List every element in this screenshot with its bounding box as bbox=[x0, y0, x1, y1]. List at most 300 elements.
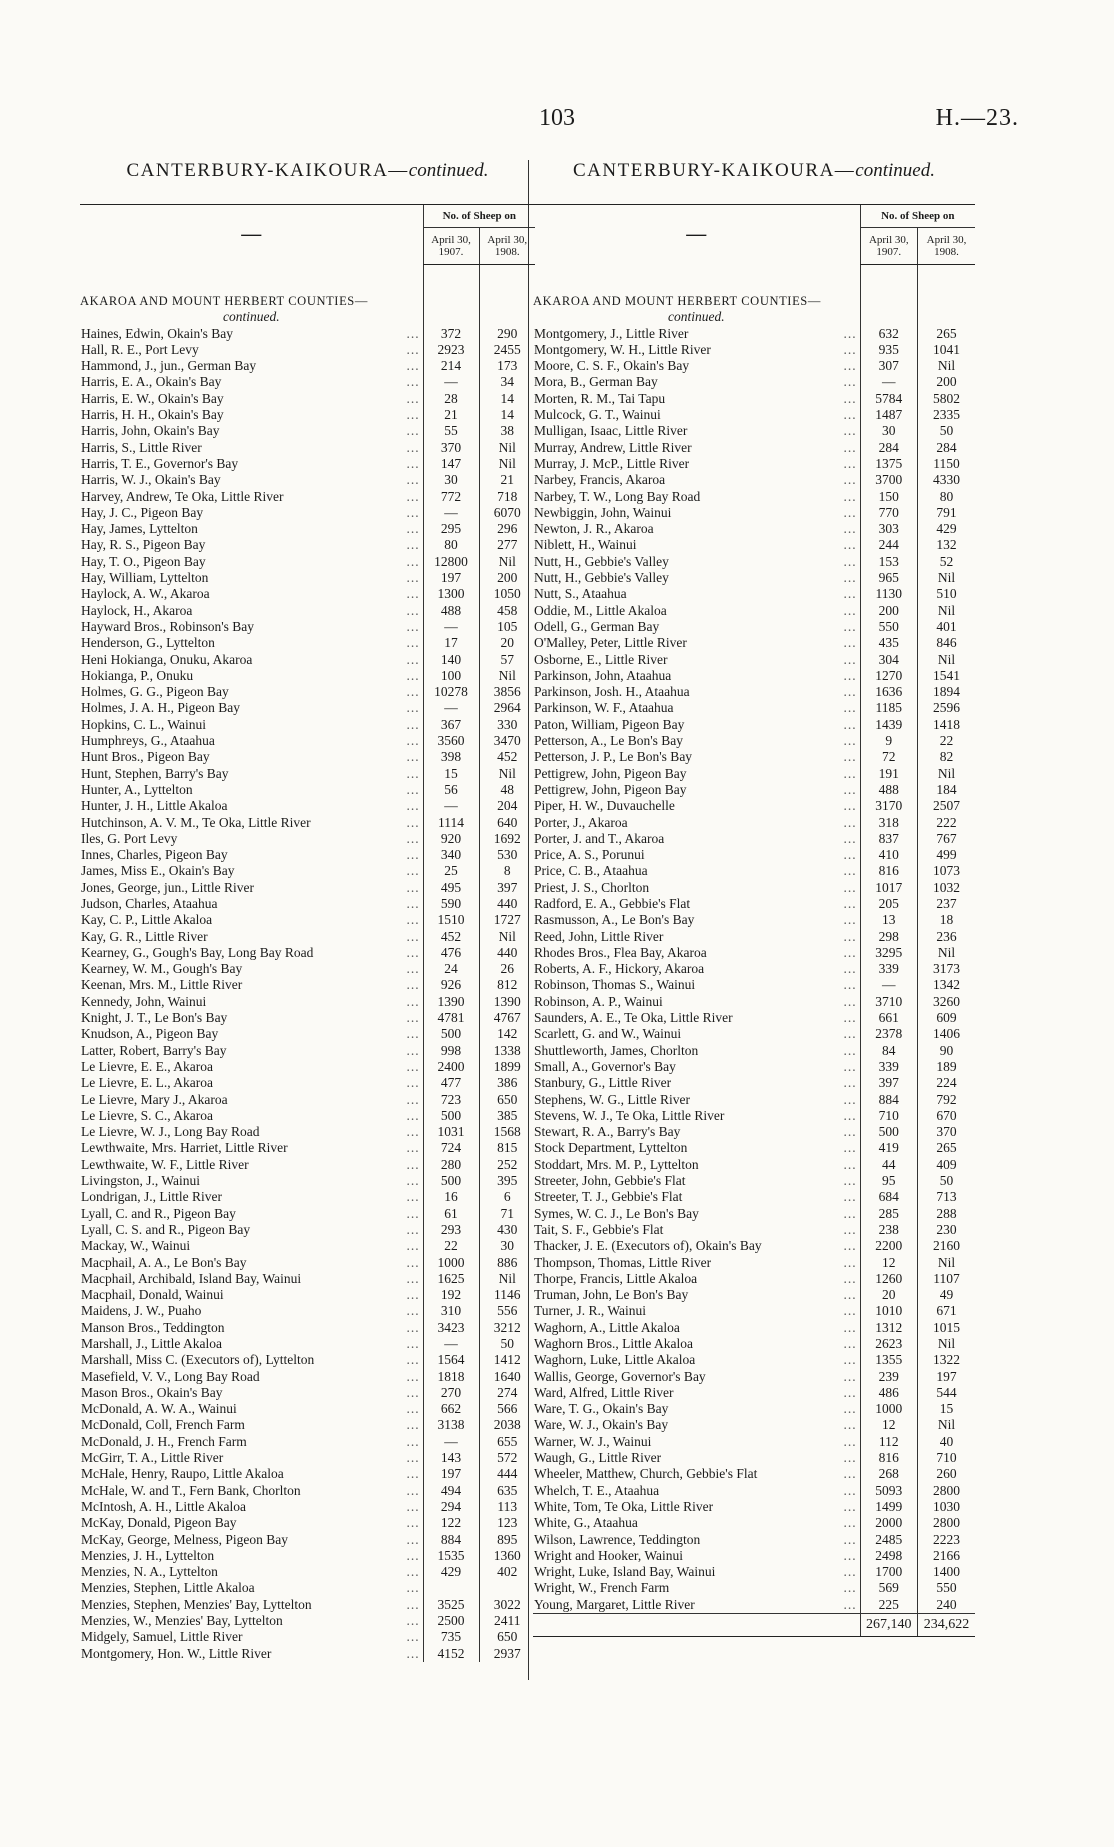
sheep-1908: 1412 bbox=[479, 1352, 535, 1368]
table-row bbox=[533, 1369, 975, 1385]
leader-dots: ... bbox=[843, 1173, 857, 1189]
holder-name: Paton, William, Pigeon Bay bbox=[534, 716, 685, 732]
table-row bbox=[533, 1499, 975, 1515]
leader-dots: ... bbox=[843, 1547, 857, 1563]
sheep-1907: 486 bbox=[860, 1385, 917, 1401]
table-row bbox=[80, 1580, 535, 1596]
leader-dots: ... bbox=[843, 553, 857, 569]
sheep-1907: 225 bbox=[860, 1597, 917, 1614]
sheep-1907: 494 bbox=[423, 1483, 479, 1499]
leader-dots: ... bbox=[406, 1466, 420, 1482]
sheep-1908: 640 bbox=[479, 815, 535, 831]
sheep-1907: — bbox=[423, 798, 479, 814]
holder-name: Parkinson, W. F., Ataahua bbox=[534, 700, 674, 716]
table-row bbox=[533, 358, 975, 374]
name-column-header: — bbox=[80, 205, 423, 265]
holder-name: Wright and Hooker, Wainui bbox=[534, 1547, 684, 1563]
holder-name: Narbey, Francis, Akaroa bbox=[534, 472, 666, 488]
leader-dots: ... bbox=[843, 1075, 857, 1091]
holder-name: Holmes, J. A. H., Pigeon Bay bbox=[81, 700, 241, 716]
leader-dots: ... bbox=[406, 1596, 420, 1612]
leader-dots: ... bbox=[843, 521, 857, 537]
sheep-1908: 1568 bbox=[479, 1124, 535, 1140]
leader-dots: ... bbox=[843, 1336, 857, 1351]
holder-name: Mulcock, G. T., Wainui bbox=[534, 407, 661, 423]
holder-name: Knight, J. T., Le Bon's Bay bbox=[81, 1010, 228, 1026]
sheep-1907: 1185 bbox=[860, 700, 917, 716]
table-row bbox=[533, 1026, 975, 1042]
sheep-1907: 550 bbox=[860, 619, 917, 635]
sheep-1907: 723 bbox=[423, 1092, 479, 1108]
sheep-1908: 886 bbox=[479, 1255, 535, 1271]
sheep-1907: 2623 bbox=[860, 1336, 917, 1352]
table-row bbox=[80, 1075, 535, 1091]
sheep-1908: 30 bbox=[479, 1238, 535, 1254]
holder-name: McHale, W. and T., Fern Bank, Chorlton bbox=[81, 1482, 301, 1498]
holder-name: Harvey, Andrew, Te Oka, Little River bbox=[81, 488, 284, 504]
holder-name: Lewthwaite, Mrs. Harriet, Little River bbox=[81, 1140, 288, 1156]
holder-name: Hay, J. C., Pigeon Bay bbox=[81, 504, 204, 520]
table-row bbox=[80, 782, 535, 798]
holder-name: Thorpe, Francis, Little Akaloa bbox=[534, 1270, 698, 1286]
sheep-1908: 444 bbox=[479, 1466, 535, 1482]
leader-dots: ... bbox=[406, 537, 420, 553]
sheep-1908: 452 bbox=[479, 749, 535, 765]
holder-name: Porter, J., Akaroa bbox=[534, 814, 628, 830]
sheep-1907: 435 bbox=[860, 635, 917, 651]
sheep-1907: 112 bbox=[860, 1434, 917, 1450]
table-row bbox=[533, 994, 975, 1010]
table-row bbox=[533, 570, 975, 586]
leader-dots: ... bbox=[843, 1515, 857, 1531]
leader-dots: ... bbox=[843, 1368, 857, 1384]
holder-name: Ward, Alfred, Little River bbox=[534, 1384, 674, 1400]
table-row bbox=[533, 1010, 975, 1026]
sheep-1908: Nil bbox=[479, 456, 535, 472]
holder-name: Mason Bros., Okain's Bay bbox=[81, 1384, 223, 1400]
sheep-1907: 304 bbox=[860, 652, 917, 668]
sheep-1907: 367 bbox=[423, 717, 479, 733]
holder-name: Le Lievre, E. E., Akaroa bbox=[81, 1058, 213, 1074]
sheep-1908: 386 bbox=[479, 1075, 535, 1091]
holder-name: Iles, G. Port Levy bbox=[81, 830, 178, 846]
leader-dots: ... bbox=[406, 1091, 420, 1107]
leader-dots: ... bbox=[843, 1140, 857, 1156]
holder-name: Macphail, Archibald, Island Bay, Wainui bbox=[81, 1270, 302, 1286]
table-row bbox=[80, 1483, 535, 1499]
sheep-1907: 1439 bbox=[860, 717, 917, 733]
leader-dots: ... bbox=[843, 602, 857, 618]
sheep-1908: 48 bbox=[479, 782, 535, 798]
sheep-1908: 230 bbox=[918, 1222, 975, 1238]
holder-name: Stewart, R. A., Barry's Bay bbox=[534, 1124, 681, 1140]
leader-dots: ... bbox=[843, 1531, 857, 1547]
sheep-1908: 2411 bbox=[479, 1613, 535, 1629]
sheep-1907: 710 bbox=[860, 1108, 917, 1124]
sheep-1908: 224 bbox=[918, 1075, 975, 1091]
leader-dots: ... bbox=[843, 765, 857, 781]
table-row bbox=[533, 733, 975, 749]
table-body bbox=[533, 265, 975, 1614]
sheep-1908: 1146 bbox=[479, 1287, 535, 1303]
sheep-1907: 30 bbox=[423, 472, 479, 488]
sheep-1907: 1625 bbox=[423, 1271, 479, 1287]
sheep-1908: 6070 bbox=[479, 505, 535, 521]
table-row bbox=[80, 1092, 535, 1108]
holder-name: Murray, Andrew, Little River bbox=[534, 439, 692, 455]
sheep-1908: 1342 bbox=[918, 977, 975, 993]
sheep-1907: 318 bbox=[860, 815, 917, 831]
sheep-1908: 34 bbox=[479, 374, 535, 390]
sheep-1908: 6 bbox=[479, 1189, 535, 1205]
holder-name: Stephens, W. G., Little River bbox=[534, 1091, 690, 1107]
holder-name: Hay, William, Lyttelton bbox=[81, 570, 209, 586]
sheep-1907: 1031 bbox=[423, 1124, 479, 1140]
leader-dots: ... bbox=[406, 912, 420, 928]
leader-dots: ... bbox=[406, 765, 420, 781]
holder-name: Judson, Charles, Ataahua bbox=[81, 895, 218, 911]
sheep-1908: 791 bbox=[918, 505, 975, 521]
sheep-1908: 2596 bbox=[918, 700, 975, 716]
leader-dots: ... bbox=[406, 749, 420, 765]
sheep-1908: 1338 bbox=[479, 1043, 535, 1059]
leader-dots: ... bbox=[843, 472, 857, 488]
holder-name: Tait, S. F., Gebbie's Flat bbox=[534, 1221, 664, 1237]
sheep-1908: 2455 bbox=[479, 342, 535, 358]
holder-name: Waghorn Bros., Little Akaloa bbox=[534, 1336, 694, 1351]
table-row bbox=[80, 1548, 535, 1564]
holder-name: Newton, J. R., Akaroa bbox=[534, 521, 654, 537]
leader-dots: ... bbox=[406, 570, 420, 586]
sheep-1907: — bbox=[423, 619, 479, 635]
sheep-1908: 499 bbox=[918, 847, 975, 863]
leader-dots: ... bbox=[843, 586, 857, 602]
sheep-1908: 290 bbox=[479, 326, 535, 342]
sheep-1907: 2923 bbox=[423, 342, 479, 358]
sheep-1908: 38 bbox=[479, 423, 535, 439]
leader-dots: ... bbox=[406, 667, 420, 683]
table-row bbox=[80, 1564, 535, 1580]
leader-dots: ... bbox=[843, 733, 857, 749]
holder-name: Stoddart, Mrs. M. P., Lyttelton bbox=[534, 1156, 699, 1172]
sheep-1907: 429 bbox=[423, 1564, 479, 1580]
leader-dots: ... bbox=[406, 993, 420, 1009]
holder-name: Montgomery, J., Little River bbox=[534, 325, 689, 341]
holder-name: White, G., Ataahua bbox=[534, 1515, 638, 1531]
holder-name: Niblett, H., Wainui bbox=[534, 537, 637, 553]
sheep-1908: 3173 bbox=[918, 961, 975, 977]
sheep-1907: 122 bbox=[423, 1515, 479, 1531]
table-row bbox=[533, 1336, 975, 1352]
sheep-1908: Nil bbox=[479, 766, 535, 782]
holder-name: Haylock, A. W., Akaroa bbox=[81, 586, 210, 602]
table-row bbox=[80, 815, 535, 831]
year-1907-header: April 30, 1907. bbox=[423, 228, 479, 265]
table-row bbox=[533, 798, 975, 814]
holder-name: Ware, T. G., Okain's Bay bbox=[534, 1401, 669, 1417]
leader-dots: ... bbox=[406, 1368, 420, 1384]
sheep-1907: 5093 bbox=[860, 1483, 917, 1499]
holder-name: Robinson, Thomas S., Wainui bbox=[534, 977, 696, 993]
sheep-1907: 2000 bbox=[860, 1515, 917, 1531]
sheep-1907: 20 bbox=[860, 1287, 917, 1303]
table-row bbox=[80, 1515, 535, 1531]
sheep-1908: 20 bbox=[479, 635, 535, 651]
sheep-1907: 735 bbox=[423, 1629, 479, 1645]
leader-dots: ... bbox=[406, 341, 420, 357]
sheep-1908: 401 bbox=[918, 619, 975, 635]
sheep-1908: Nil bbox=[918, 1417, 975, 1433]
sheep-1907: 21 bbox=[423, 407, 479, 423]
sheep-1908: Nil bbox=[918, 945, 975, 961]
holder-name: Mulligan, Isaac, Little River bbox=[534, 423, 688, 439]
sheep-1907: 500 bbox=[423, 1026, 479, 1042]
leader-dots: ... bbox=[843, 423, 857, 439]
sheep-count-header: No. of Sheep on bbox=[423, 205, 535, 228]
sheep-1907: 476 bbox=[423, 945, 479, 961]
holder-name: Nutt, H., Gebbie's Valley bbox=[534, 553, 669, 569]
sheep-1907: 197 bbox=[423, 570, 479, 586]
sheep-1908: 2800 bbox=[918, 1483, 975, 1499]
sheep-1908: 2800 bbox=[918, 1515, 975, 1531]
sheep-1908: 2507 bbox=[918, 798, 975, 814]
table-row bbox=[80, 668, 535, 684]
sheep-1908: Nil bbox=[918, 570, 975, 586]
leader-dots: ... bbox=[843, 341, 857, 357]
sheep-1908: Nil bbox=[918, 652, 975, 668]
sheep-1908: 1640 bbox=[479, 1369, 535, 1385]
holder-name: Parkinson, Josh. H., Ataahua bbox=[534, 684, 690, 700]
sheep-1908: 15 bbox=[918, 1401, 975, 1417]
leader-dots: ... bbox=[843, 814, 857, 830]
sheep-1908 bbox=[479, 1580, 535, 1596]
table-row bbox=[80, 929, 535, 945]
sheep-1908: 200 bbox=[918, 374, 975, 390]
sheep-1907: 500 bbox=[860, 1124, 917, 1140]
holder-name: Hutchinson, A. V. M., Te Oka, Little River bbox=[81, 814, 311, 830]
table-row bbox=[80, 554, 535, 570]
sheep-1908: 184 bbox=[918, 782, 975, 798]
holder-name: McDonald, J. H., French Farm bbox=[81, 1433, 247, 1449]
sheep-1908: 440 bbox=[479, 945, 535, 961]
holder-name: Mackay, W., Wainui bbox=[81, 1238, 191, 1254]
sheep-1908: 792 bbox=[918, 1092, 975, 1108]
table-row bbox=[80, 1336, 535, 1352]
sheep-1908: 1418 bbox=[918, 717, 975, 733]
sheep-1907: 500 bbox=[423, 1173, 479, 1189]
leader-dots: ... bbox=[406, 700, 420, 716]
holder-name: Hay, T. O., Pigeon Bay bbox=[81, 553, 206, 569]
sheep-1908: 1107 bbox=[918, 1271, 975, 1287]
sheep-1908: 556 bbox=[479, 1303, 535, 1319]
sheep-1907: 3138 bbox=[423, 1417, 479, 1433]
leader-dots: ... bbox=[843, 1221, 857, 1237]
holder-name: Harris, John, Okain's Bay bbox=[81, 423, 220, 439]
table-row bbox=[533, 603, 975, 619]
table-row bbox=[80, 374, 535, 390]
sheep-1908: Nil bbox=[918, 766, 975, 782]
table-row bbox=[533, 880, 975, 896]
holder-name: Narbey, T. W., Long Bay Road bbox=[534, 488, 701, 504]
leader-dots: ... bbox=[406, 1124, 420, 1140]
table-row bbox=[80, 1466, 535, 1482]
leader-dots: ... bbox=[406, 1026, 420, 1042]
sheep-1907: 884 bbox=[860, 1092, 917, 1108]
sheep-1907: 1017 bbox=[860, 880, 917, 896]
sheep-1908: 767 bbox=[918, 831, 975, 847]
leader-dots: ... bbox=[843, 830, 857, 846]
table-row bbox=[80, 1108, 535, 1124]
holder-name: Nutt, S., Ataahua bbox=[534, 586, 627, 602]
leader-dots: ... bbox=[843, 1091, 857, 1107]
sheep-1908: 222 bbox=[918, 815, 975, 831]
holder-name: Stanbury, G., Little River bbox=[534, 1075, 672, 1091]
sheep-1908: 330 bbox=[479, 717, 535, 733]
leader-dots: ... bbox=[843, 684, 857, 700]
table-row bbox=[533, 700, 975, 716]
sheep-1907: 238 bbox=[860, 1222, 917, 1238]
sheep-1907: 244 bbox=[860, 537, 917, 553]
holder-name: Hokianga, P., Onuku bbox=[81, 667, 194, 683]
holder-name: Hay, James, Lyttelton bbox=[81, 521, 198, 537]
table-row bbox=[80, 1173, 535, 1189]
holder-name: Latter, Robert, Barry's Bay bbox=[81, 1042, 227, 1058]
sheep-1907: 293 bbox=[423, 1222, 479, 1238]
sheep-1908: 189 bbox=[918, 1059, 975, 1075]
table-row bbox=[80, 831, 535, 847]
leader-dots: ... bbox=[406, 374, 420, 390]
sheep-1907: 307 bbox=[860, 358, 917, 374]
table-row bbox=[80, 1222, 535, 1238]
sheep-1907: 500 bbox=[423, 1108, 479, 1124]
holder-name: Hunter, A., Lyttelton bbox=[81, 781, 193, 797]
holder-name: Roberts, A. F., Hickory, Akaroa bbox=[534, 961, 705, 977]
table-row bbox=[533, 831, 975, 847]
sheep-1907: 95 bbox=[860, 1173, 917, 1189]
sheep-1908: Nil bbox=[918, 1255, 975, 1271]
table-row bbox=[533, 684, 975, 700]
sheep-1908: 544 bbox=[918, 1385, 975, 1401]
leader-dots: ... bbox=[406, 1433, 420, 1449]
sheep-1908: 288 bbox=[918, 1206, 975, 1222]
sheep-1907: 147 bbox=[423, 456, 479, 472]
leader-dots: ... bbox=[843, 977, 857, 993]
sheep-1908: 1400 bbox=[918, 1564, 975, 1580]
table-row bbox=[533, 1075, 975, 1091]
leader-dots: ... bbox=[406, 1580, 420, 1596]
table-row bbox=[533, 554, 975, 570]
sheep-1907: 4152 bbox=[423, 1646, 479, 1662]
holder-name: Kay, G. R., Little River bbox=[81, 928, 208, 944]
table-row bbox=[533, 1255, 975, 1271]
sheep-1907: 3295 bbox=[860, 945, 917, 961]
table-row bbox=[533, 489, 975, 505]
holder-name: Harris, H. H., Okain's Bay bbox=[81, 407, 224, 423]
leader-dots: ... bbox=[406, 1287, 420, 1303]
leader-dots: ... bbox=[843, 504, 857, 520]
leader-dots: ... bbox=[843, 1482, 857, 1498]
sheep-1907: 339 bbox=[860, 1059, 917, 1075]
sheep-1907: 15 bbox=[423, 766, 479, 782]
sheep-1908: 1015 bbox=[918, 1320, 975, 1336]
holder-name: O'Malley, Peter, Little River bbox=[534, 635, 687, 651]
holder-name: Whelch, T. E., Ataahua bbox=[534, 1482, 660, 1498]
sheep-1908: 718 bbox=[479, 489, 535, 505]
holder-name: McHale, Henry, Raupo, Little Akaloa bbox=[81, 1466, 284, 1482]
sheep-1908: 572 bbox=[479, 1450, 535, 1466]
holder-name: Rasmusson, A., Le Bon's Bay bbox=[534, 912, 695, 928]
sheep-1907: — bbox=[423, 374, 479, 390]
sheep-1908: 409 bbox=[918, 1157, 975, 1173]
table-row bbox=[80, 766, 535, 782]
leader-dots: ... bbox=[843, 635, 857, 651]
sheep-1908: 1073 bbox=[918, 863, 975, 879]
holder-name: McKay, George, Melness, Pigeon Bay bbox=[81, 1531, 288, 1547]
table-row bbox=[533, 521, 975, 537]
holder-name: Newbiggin, John, Wainui bbox=[534, 504, 672, 520]
table-row bbox=[533, 1238, 975, 1254]
leader-dots: ... bbox=[406, 1498, 420, 1514]
sheep-1908: 277 bbox=[479, 537, 535, 553]
leader-dots: ... bbox=[843, 1433, 857, 1449]
sheep-1908: 284 bbox=[918, 440, 975, 456]
sheep-1907: 270 bbox=[423, 1385, 479, 1401]
sheep-1907: 1700 bbox=[860, 1564, 917, 1580]
sheep-1907: 1636 bbox=[860, 684, 917, 700]
section-subheading: continued. bbox=[667, 309, 725, 325]
table-row bbox=[80, 880, 535, 896]
sheep-1907: 9 bbox=[860, 733, 917, 749]
sheep-1908: 385 bbox=[479, 1108, 535, 1124]
sheep-1908: 2223 bbox=[918, 1532, 975, 1548]
column-title bbox=[80, 160, 535, 186]
table-row bbox=[533, 1173, 975, 1189]
leader-dots: ... bbox=[406, 1205, 420, 1221]
table-row bbox=[80, 1157, 535, 1173]
table-row bbox=[80, 326, 535, 342]
table-row bbox=[533, 440, 975, 456]
leader-dots: ... bbox=[406, 1401, 420, 1417]
holder-name: Hunt Bros., Pigeon Bay bbox=[81, 749, 210, 765]
table-row bbox=[80, 1271, 535, 1287]
sheep-1907: 662 bbox=[423, 1401, 479, 1417]
table-row bbox=[80, 977, 535, 993]
holder-name: Menzies, Stephen, Menzies' Bay, Lyttelton bbox=[81, 1596, 312, 1612]
leader-dots: ... bbox=[406, 1173, 420, 1189]
sheep-1907: 239 bbox=[860, 1369, 917, 1385]
sheep-1908: 1390 bbox=[479, 994, 535, 1010]
table-row bbox=[533, 1352, 975, 1368]
table-row bbox=[80, 1026, 535, 1042]
leader-dots: ... bbox=[843, 439, 857, 455]
leader-dots: ... bbox=[843, 847, 857, 863]
table-row bbox=[533, 652, 975, 668]
sheep-1908: 26 bbox=[479, 961, 535, 977]
table-row bbox=[80, 619, 535, 635]
leader-dots: ... bbox=[843, 570, 857, 586]
leader-dots: ... bbox=[843, 455, 857, 471]
sheep-1908: 3212 bbox=[479, 1320, 535, 1336]
holder-name: Morten, R. M., Tai Tapu bbox=[534, 390, 666, 406]
leader-dots: ... bbox=[406, 1140, 420, 1156]
sheep-1907: 214 bbox=[423, 358, 479, 374]
leader-dots: ... bbox=[406, 733, 420, 749]
sheep-1908: 609 bbox=[918, 1010, 975, 1026]
left-column bbox=[80, 160, 535, 1662]
sheep-1907: 285 bbox=[860, 1206, 917, 1222]
sheep-1908: 1322 bbox=[918, 1352, 975, 1368]
table-row bbox=[80, 1010, 535, 1026]
